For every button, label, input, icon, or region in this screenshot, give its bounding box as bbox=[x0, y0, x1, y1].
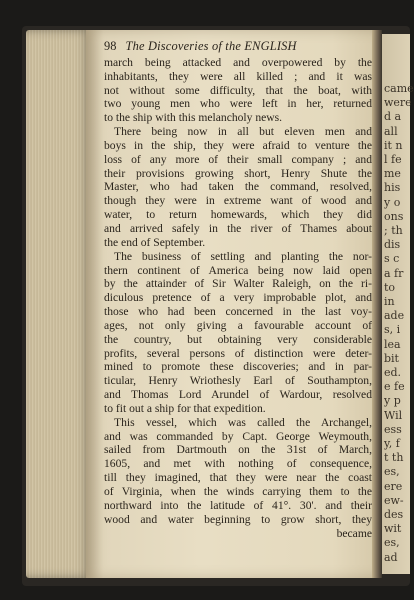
text-line: two young men who were left in her, returned bbox=[104, 97, 372, 111]
text-line: loss of any more of their small company ; and bbox=[104, 152, 372, 166]
page-number: 98 bbox=[104, 39, 117, 53]
text-line: sailed from Dartmouth on the 31st of March, bbox=[104, 443, 372, 457]
text-line: profits, several persons of distinction were deter- bbox=[104, 346, 372, 360]
facing-page-fragment: t th bbox=[384, 451, 404, 465]
text-line: wood and water beginning to grow short, they bbox=[104, 512, 372, 526]
text-line: mined to promote these discoveries; and in par- bbox=[104, 360, 372, 374]
text-line: The business of settling and planting the nor- bbox=[114, 249, 372, 263]
text-line: There being now in all but eleven men and bbox=[114, 125, 372, 139]
facing-page-fragment: me bbox=[384, 167, 401, 181]
facing-page-fragment: a fr bbox=[384, 266, 404, 280]
facing-page-fragment: des bbox=[384, 508, 404, 521]
text-line: the end of September. bbox=[104, 235, 206, 249]
facing-page-fragment: y, f bbox=[384, 437, 400, 450]
text-line: to the ship with this melancholy news. bbox=[104, 111, 283, 125]
facing-page-fragment: bit bbox=[384, 351, 399, 365]
facing-page-fragment: all bbox=[384, 124, 398, 138]
text-line: Master, who had taken the command, resolved, bbox=[104, 180, 372, 194]
facing-page-fragment: ons bbox=[384, 209, 404, 223]
facing-page-fragment: came bbox=[384, 82, 414, 95]
text-line: thern continent of America being now laid open bbox=[104, 263, 372, 277]
page-text bbox=[104, 40, 372, 540]
facing-page-fragment: d a bbox=[384, 110, 402, 124]
facing-page-fragment: e fe bbox=[384, 380, 405, 394]
text-line: diculous pretence of a very improbable plot, and bbox=[104, 291, 372, 305]
facing-page-fragment: ere bbox=[384, 479, 403, 493]
facing-page-fragment: y o bbox=[384, 195, 401, 209]
text-line: to fit out a ship for that expedition. bbox=[104, 401, 266, 415]
facing-page-fragment: ade bbox=[384, 309, 405, 323]
facing-page-fragment: s, i bbox=[384, 323, 401, 337]
facing-page-fragment: Wil bbox=[384, 408, 403, 422]
facing-page-fragment: it n bbox=[384, 138, 403, 152]
facing-page-fragment: ew- bbox=[384, 493, 404, 507]
text-line: their provisions growing short, Henry Shute the bbox=[104, 166, 372, 180]
text-line: the country, but obtaining very considerable bbox=[104, 332, 372, 346]
text-line: not without some difficulty, that the boat, with bbox=[104, 83, 372, 97]
text-line: and arrived safely in the river of Thames about bbox=[104, 221, 372, 235]
text-line: inhabitants, they were all killed ; and it was bbox=[104, 69, 372, 83]
text-line: water, to return homewards, which they did bbox=[104, 208, 372, 222]
facing-page-fragment: dis bbox=[384, 238, 401, 252]
text-line: and was commanded by Capt. George Weymouth, bbox=[104, 429, 372, 443]
page-edges bbox=[26, 30, 92, 578]
facing-page-fragment: es, bbox=[384, 465, 400, 479]
facing-page-fragment: ed. bbox=[384, 366, 402, 379]
text-line: march being attacked and overpowered by the bbox=[104, 55, 372, 69]
book-gutter bbox=[372, 30, 382, 578]
text-line: though they were in extreme want of wood and bbox=[104, 194, 372, 208]
facing-page-fragment: ess bbox=[384, 422, 402, 436]
text-line: and Thomas Lord Arundel of Wardour, resolved bbox=[104, 388, 372, 402]
facing-page-fragment: lea bbox=[384, 337, 401, 351]
facing-page-fragment: l fe bbox=[384, 153, 402, 166]
facing-page-fragment: ad bbox=[384, 550, 398, 564]
text-line: became bbox=[336, 526, 372, 540]
facing-page-fragment: ; th bbox=[384, 224, 403, 237]
body-text bbox=[104, 56, 372, 541]
text-line: This vessel, which was called the Archangel, bbox=[114, 415, 372, 429]
facing-page-fragment: his bbox=[384, 181, 401, 195]
facing-page-fragment: were bbox=[384, 96, 412, 110]
text-line: 1605, and met with nothing of consequence, bbox=[104, 457, 372, 471]
facing-page-fragment: s c bbox=[384, 252, 400, 266]
text-line: those who had been concerned in the last voy- bbox=[104, 305, 372, 319]
text-line: till they imagined, that they were near the coast bbox=[104, 471, 372, 485]
text-line: ticular, Henry Wriothesly Earl of Southampton, bbox=[104, 374, 372, 388]
facing-page-fragment: to bbox=[384, 280, 396, 294]
facing-page-fragment: es, bbox=[384, 536, 400, 550]
facing-page-edge bbox=[382, 34, 414, 574]
running-title: The Discoveries of the ENGLISH bbox=[125, 39, 297, 53]
running-header bbox=[104, 40, 372, 54]
facing-page-fragment: wit bbox=[384, 522, 402, 536]
text-line: ages, not only giving a favourable account of bbox=[104, 318, 372, 332]
text-line: by the attainder of Sir Walter Raleigh, on the ri- bbox=[104, 277, 372, 291]
text-line: boys in the ship, they were afraid to venture the bbox=[104, 138, 372, 152]
facing-page-fragment: in bbox=[384, 295, 395, 308]
facing-page-fragment: y p bbox=[384, 394, 401, 408]
text-line: northward into the latitude of 41°. 30'. and their bbox=[104, 498, 372, 512]
text-line: of Virginia, when the winds carrying them to the bbox=[104, 485, 372, 498]
